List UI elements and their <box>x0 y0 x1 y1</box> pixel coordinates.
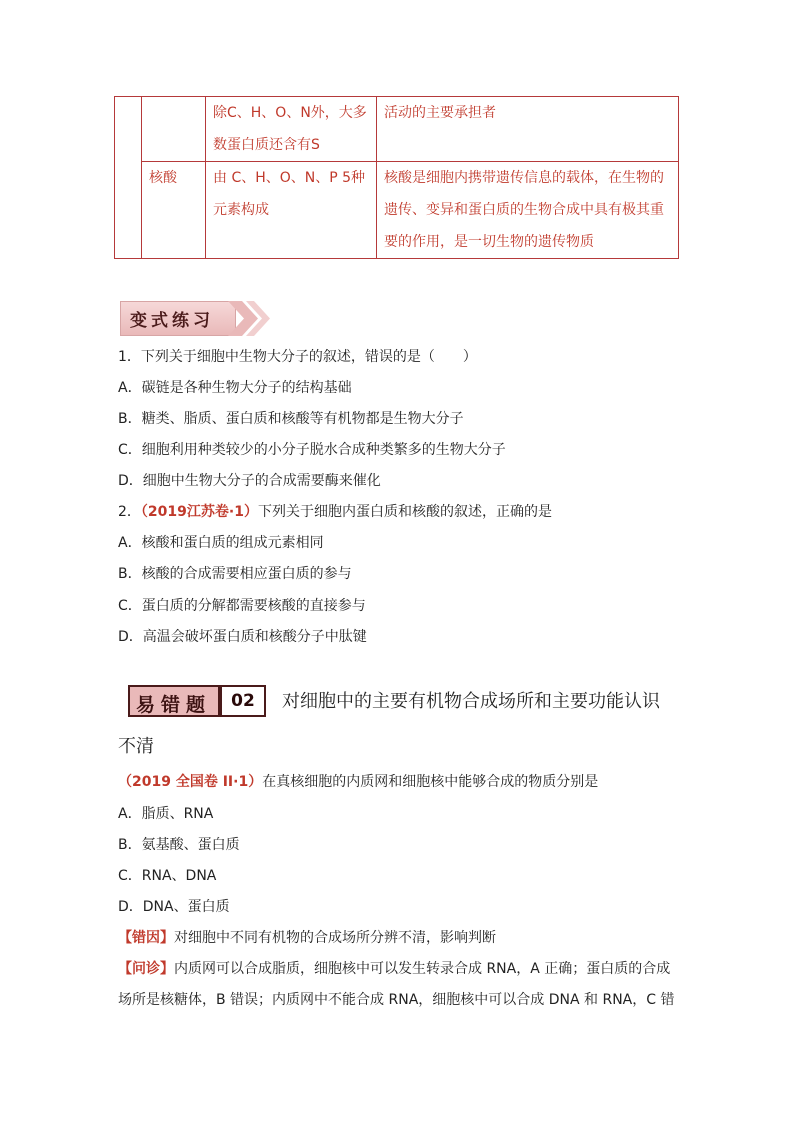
q1-option-b: B．糖类、脂质、蛋白质和核酸等有机物都是生物大分子 <box>118 411 464 427</box>
error-cause <box>118 927 496 947</box>
q1-option-c: C．细胞利用种类较少的小分子脱水合成种类繁多的生物大分子 <box>118 442 506 458</box>
cell-text: 由 C、H、O、N、P 5种元素构成 <box>213 170 366 218</box>
error-question <box>118 771 598 791</box>
q2-option-b: B．核酸的合成需要相应蛋白质的参与 <box>118 566 352 582</box>
diagnosis <box>118 958 670 978</box>
option-c: C．RNA、DNA <box>118 868 217 884</box>
error-label-box <box>128 685 220 717</box>
error-banner <box>128 685 268 717</box>
diagnosis-continued: 场所是核糖体，B 错误；内质网中不能合成 RNA，细胞核中可以合成 DNA 和 RNA，C 错 <box>118 992 675 1008</box>
cause-text: 对细胞中不同有机物的合成场所分辨不清，影响判断 <box>174 930 496 946</box>
table-cell-empty <box>142 97 206 162</box>
question-text: 在真核细胞的内质网和细胞核中能够合成的物质分别是 <box>262 774 599 790</box>
elements-table <box>114 96 679 259</box>
table-cell <box>377 97 679 162</box>
q1-option-d: D．细胞中生物大分子的合成需要酶来催化 <box>118 473 381 489</box>
q2-source: （2019江苏卷·1） <box>140 504 258 520</box>
cell-text: 核酸 <box>149 170 177 186</box>
error-number: 02 <box>220 685 266 717</box>
chevron-right-icon <box>228 301 270 336</box>
q2-number: 2． <box>118 504 141 520</box>
section-title: 对细胞中的主要有机物合成场所和主要功能认识 <box>282 691 660 712</box>
table-cell <box>142 162 206 259</box>
error-label: 易错题 <box>136 694 212 716</box>
q2-option-c: C．蛋白质的分解都需要核酸的直接参与 <box>118 598 366 614</box>
table-cell <box>206 162 377 259</box>
cell-text: 活动的主要承担者 <box>384 105 496 121</box>
question-source: （2019 全国卷 II·1） <box>118 774 263 790</box>
diagnosis-text: 内质网可以合成脂质，细胞核中可以发生转录合成 RNA，A 正确；蛋白质的合成 <box>174 961 671 977</box>
question-2 <box>118 501 552 521</box>
cell-text: 除C、H、O、N外，大多数蛋白质还含有S <box>213 105 367 153</box>
q2-text: 下列关于细胞内蛋白质和核酸的叙述，正确的是 <box>257 504 552 520</box>
cell-text: 核酸是细胞内携带遗传信息的载体，在生物的遗传、变异和蛋白质的生物合成中具有极其重要的作用，是一切生物的遗传物质 <box>384 170 664 250</box>
table-cell <box>206 97 377 162</box>
option-b: B．氨基酸、蛋白质 <box>118 837 240 853</box>
section-title-continued: 不清 <box>118 736 154 757</box>
practice-banner <box>120 301 270 336</box>
table-cell-empty-left <box>115 97 142 259</box>
option-a: A．脂质、RNA <box>118 806 214 822</box>
diagnosis-label: 【问诊】 <box>118 961 174 977</box>
q2-option-d: D．高温会破坏蛋白质和核酸分子中肽键 <box>118 629 367 645</box>
q1-option-a: A．碳链是各种生物大分子的结构基础 <box>118 380 352 396</box>
table-cell <box>377 162 679 259</box>
option-d: D．DNA、蛋白质 <box>118 899 230 915</box>
banner-title: 变式练习 <box>130 311 214 331</box>
q2-option-a: A．核酸和蛋白质的组成元素相同 <box>118 535 324 551</box>
cause-label: 【错因】 <box>118 930 174 946</box>
question-1: 1．下列关于细胞中生物大分子的叙述，错误的是（ ） <box>118 349 477 365</box>
